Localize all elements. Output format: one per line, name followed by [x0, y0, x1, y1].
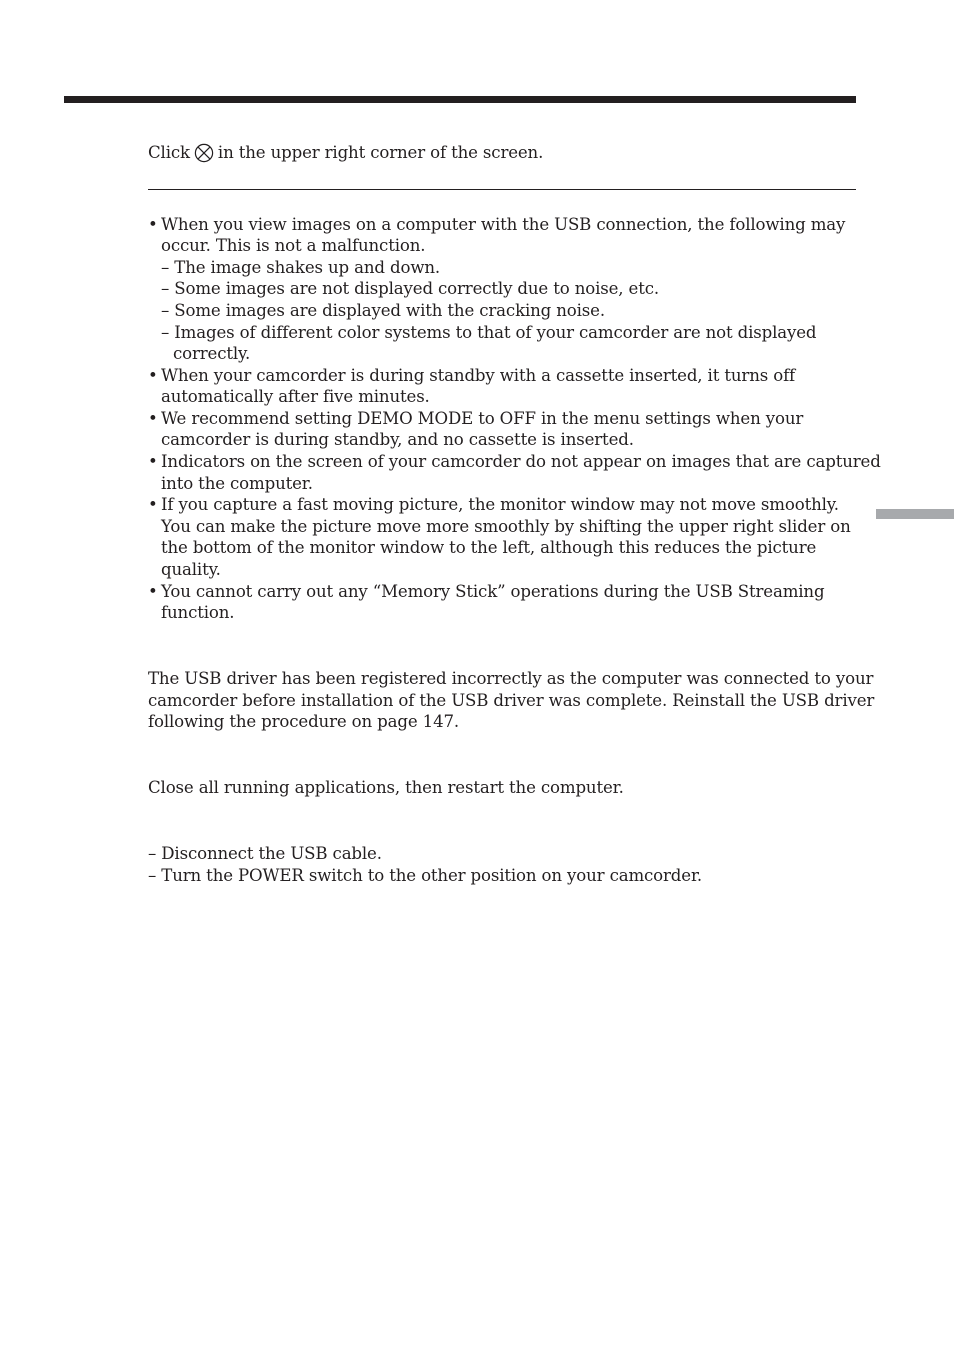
dash-icon: – [148, 866, 157, 885]
section-divider [148, 189, 856, 190]
bullet-icon: • [148, 409, 158, 428]
note-line: When your camcorder is during standby with a cassette inserted, it turns off [161, 366, 796, 385]
paragraph-line: following the procedure on page 147. [148, 712, 460, 731]
note-line: the bottom of the monitor window to the left, although this reduces the picture [161, 538, 817, 557]
section-index-tab [876, 509, 954, 519]
top-heading-rule [64, 96, 856, 103]
note-subitem [161, 322, 816, 344]
note-line: You cannot carry out any “Memory Stick” operations during the USB Streaming [161, 582, 825, 601]
note-line: quality. [161, 560, 221, 579]
note-line: You can make the picture move more smoothly by shifting the upper right slider on [161, 517, 851, 536]
subitem-line: correctly. [173, 344, 251, 363]
dash-icon: – [161, 279, 170, 298]
note-line: occur. This is not a malfunction. [161, 236, 426, 255]
note-subitem [161, 300, 605, 322]
subitem-line: Some images are not displayed correctly due to noise, etc. [174, 279, 659, 298]
subitem-line: Some images are displayed with the cracking noise. [174, 301, 605, 320]
bullet-icon: • [148, 215, 158, 234]
subitem-line: Images of different color systems to that of your camcorder are not displayed [174, 323, 817, 342]
note-subitem [161, 257, 440, 279]
disconnect-item [148, 843, 382, 865]
click-suffix: in the upper right corner of the screen. [217, 143, 544, 162]
bullet-icon: • [148, 366, 158, 385]
note-line: into the computer. [161, 474, 313, 493]
dash-icon: – [161, 301, 170, 320]
note-item [148, 581, 824, 603]
note-subitem [161, 278, 659, 300]
note-line: We recommend setting DEMO MODE to OFF in the menu settings when your [161, 409, 804, 428]
disconnect-item [148, 865, 702, 887]
note-line: function. [161, 603, 235, 622]
dash-icon: – [161, 258, 170, 277]
bullet-icon: • [148, 582, 158, 601]
bullet-icon: • [148, 495, 158, 514]
dash-icon: – [148, 844, 157, 863]
close-circle-x-icon [194, 143, 214, 163]
note-item [148, 365, 795, 387]
paragraph-line: camcorder before installation of the USB driver was complete. Reinstall the USB driver [148, 691, 875, 710]
restart-paragraph: Close all running applications, then restart the computer. [148, 778, 624, 797]
disconnect-text: Turn the POWER switch to the other position on your camcorder. [161, 866, 703, 885]
disconnect-text: Disconnect the USB cable. [161, 844, 382, 863]
dash-icon: – [161, 323, 170, 342]
note-line: When you view images on a computer with the USB connection, the following may [161, 215, 846, 234]
bullet-icon: • [148, 452, 158, 471]
note-line: If you capture a fast moving picture, the monitor window may not move smoothly. [161, 495, 839, 514]
note-item [148, 451, 881, 473]
note-item [148, 214, 845, 236]
note-line: Indicators on the screen of your camcorder do not appear on images that are captured [161, 452, 881, 471]
note-line: camcorder is during standby, and no cassette is inserted. [161, 430, 634, 449]
note-item [148, 494, 839, 516]
paragraph-line: The USB driver has been registered incorrectly as the computer was connected to your [148, 669, 874, 688]
click-prefix: Click [148, 143, 190, 162]
note-item [148, 408, 803, 430]
close-instruction [148, 142, 543, 164]
note-line: automatically after five minutes. [161, 387, 430, 406]
subitem-line: The image shakes up and down. [174, 258, 441, 277]
